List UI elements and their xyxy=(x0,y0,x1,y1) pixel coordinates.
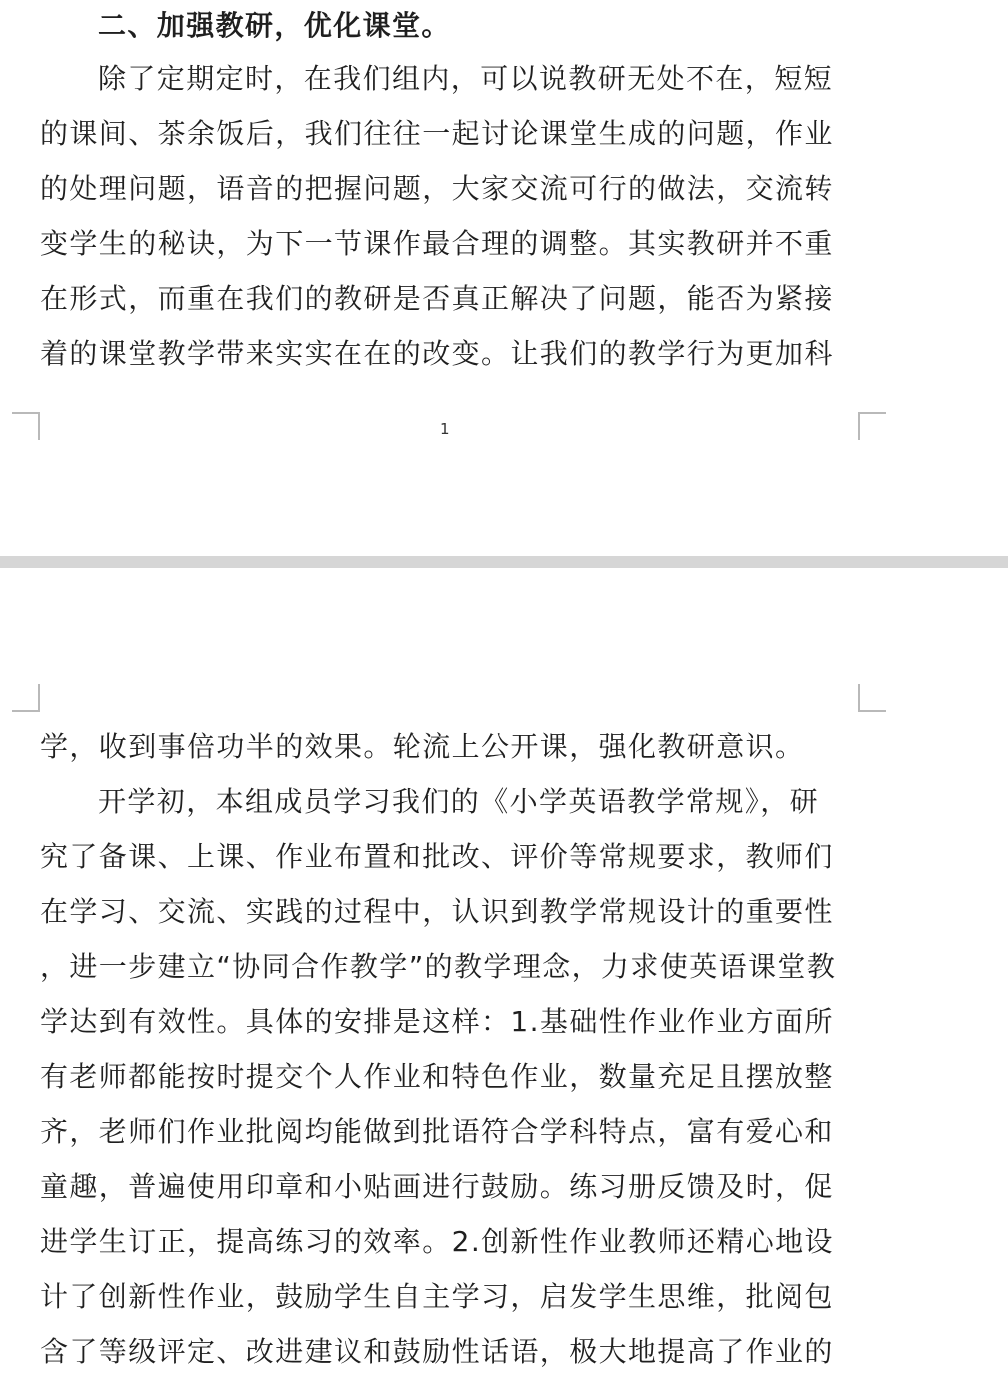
paragraph-line: 在形式，而重在我们的教研是否真正解决了问题，能否为紧接 xyxy=(40,282,834,315)
paragraph-line: 含了等级评定、改进建议和鼓励性话语，极大地提高了作业的 xyxy=(40,1335,834,1368)
paragraph-line: 计了创新性作业，鼓励学生自主学习，启发学生思维，批阅包 xyxy=(40,1280,834,1313)
paragraph-line: 变学生的秘诀，为下一节课作最合理的调整。其实教研并不重 xyxy=(40,227,834,260)
margin-corner-mark xyxy=(858,412,886,440)
paragraph-line: 童趣，普遍使用印章和小贴画进行鼓励。练习册反馈及时，促 xyxy=(40,1170,834,1203)
paragraph-line: 在学习、交流、实践的过程中，认识到教学常规设计的重要性 xyxy=(40,895,834,928)
section-heading: 二、加强教研，优化课堂。 xyxy=(98,9,451,42)
paragraph-line: 学，收到事倍功半的效果。轮流上公开课，强化教研意识。 xyxy=(40,730,805,763)
page-separator xyxy=(0,556,1008,568)
page-number: 1 xyxy=(440,420,450,438)
paragraph-line: 有老师都能按时提交个人作业和特色作业，数量充足且摆放整 xyxy=(40,1060,834,1093)
paragraph-line: 学达到有效性。具体的安排是这样：1.基础性作业作业方面所 xyxy=(40,1005,834,1038)
document-page-1 xyxy=(0,0,1008,556)
paragraph-line: 齐，老师们作业批阅均能做到批语符合学科特点，富有爱心和 xyxy=(40,1115,834,1148)
paragraph-line: ，进一步建立“协同合作教学”的教学理念，力求使英语课堂教 xyxy=(40,950,837,983)
paragraph-line: 的课间、茶余饭后，我们往往一起讨论课堂生成的问题，作业 xyxy=(40,117,834,150)
paragraph-line: 开学初，本组成员学习我们的《小学英语教学常规》，研 xyxy=(98,785,820,818)
margin-corner-mark xyxy=(858,684,886,712)
document-page-2 xyxy=(0,568,1008,1396)
margin-corner-mark xyxy=(12,684,40,712)
paragraph-line: 究了备课、上课、作业布置和批改、评价等常规要求，教师们 xyxy=(40,840,834,873)
margin-corner-mark xyxy=(12,412,40,440)
paragraph-line: 除了定期定时，在我们组内，可以说教研无处不在，短短 xyxy=(98,62,834,95)
paragraph-line: 进学生订正，提高练习的效率。2.创新性作业教师还精心地设 xyxy=(40,1225,834,1258)
paragraph-line: 的处理问题，语音的把握问题，大家交流可行的做法，交流转 xyxy=(40,172,834,205)
paragraph-line: 着的课堂教学带来实实在在的改变。让我们的教学行为更加科 xyxy=(40,337,834,370)
